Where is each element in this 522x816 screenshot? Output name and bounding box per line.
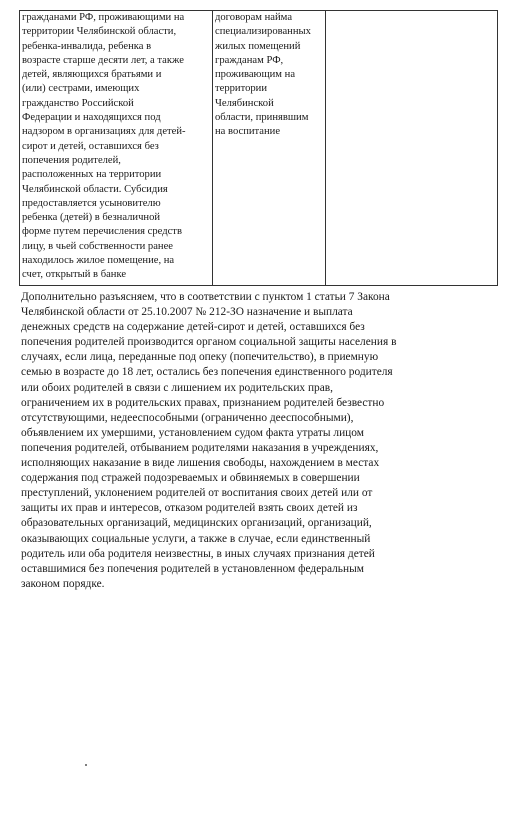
- table-cell-empty: [326, 11, 498, 286]
- table-cell-description: гражданами РФ, проживающими на территории Челябинской области, ребенка-инвалида, ребенка в возрасте старше десяти лет, а также детей, являющихся братьями и (или) сестрами, имеющих гражданство Российской Федерации и находящихся под надзором в организациях для детей- сирот и детей, оставшихся без попечения родителей, расположенных на территории Челябинской области. Субсидия предоставляется усыновителю ребенка (детей) в безналичной форме путем перечисления средств лицу, в чьей собственности ранее находилось жилое помещение, на счет, открытый в банке: [20, 11, 213, 286]
- scan-speck: [85, 764, 87, 766]
- explanation-paragraph: Дополнительно разъясняем, что в соответствии с пунктом 1 статьи 7 Закона Челябинской области от 25.10.2007 № 212-ЗО назначение и выплата денежных средств на содержание детей-сирот и детей, оставшихся без попечения родителей производится органом социальной защиты населения в случаях, если лица, переданные под опеку (попечительство), в приемную семью в возрасте до 18 лет, остались без попечения единственного родителя или обоих родителей в связи с лишением их родительских прав, ограничением их в родительских правах, признанием родителей безвестно отсутствующими, недееспособными (ограниченно дееспособными), объявлением их умершими, установлением судом факта утраты лицом попечения родителей, отбыванием родителями наказания в учреждениях, исполняющих наказание в виде лишения свободы, нахождением в местах содержания под стражей подозреваемых и обвиняемых в совершении преступлений, уклонением родителей от воспитания своих детей или от защиты их прав и интересов, отказом родителей взять своих детей из образовательных организаций, медицинских организаций, организаций, оказывающих социальные услуги, а также в случае, если единственный родитель или оба родителя неизвестны, в иных случаях признания детей оставшимися без попечения родителей в установленном федеральным законом порядке.: [21, 291, 397, 590]
- table-cell-recipients: договорам найма специализированных жилых помещений гражданам РФ, проживающим на территории Челябинской области, принявшим на воспитание: [213, 11, 326, 286]
- table-row: [20, 11, 498, 286]
- benefits-table: [19, 10, 498, 286]
